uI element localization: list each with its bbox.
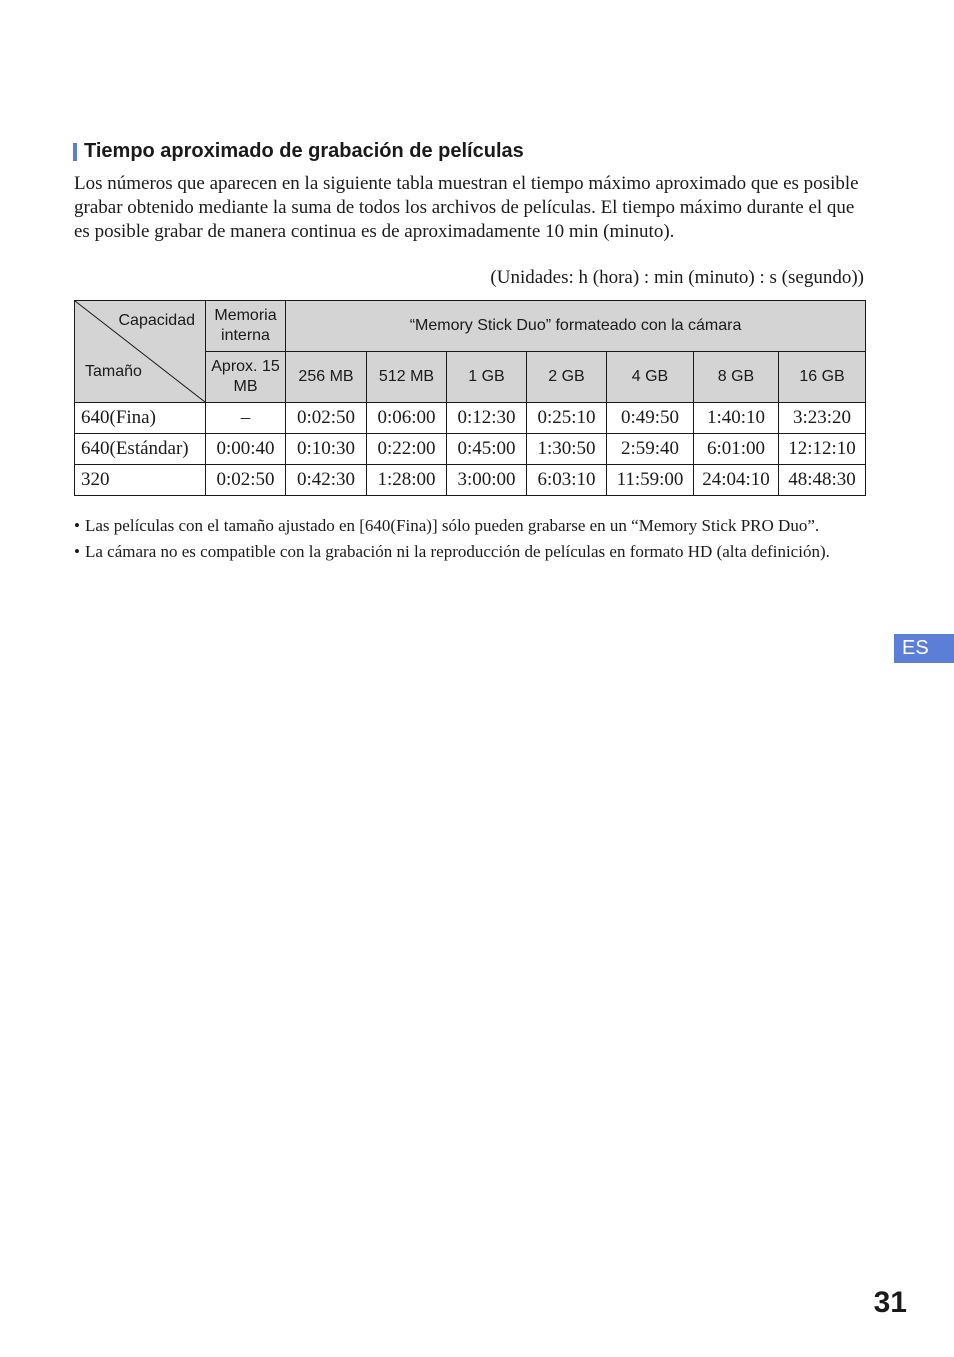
header-capacity: 512 MB (367, 352, 447, 403)
row-label: 320 (75, 465, 206, 496)
language-tab: ES (894, 634, 954, 663)
note-item: • La cámara no es compatible con la grabación ni la reproducción de películas en formato HD (alta definición). (74, 541, 854, 563)
header-memory-stick-group: “Memory Stick Duo” formateado con la cámara (286, 301, 866, 352)
table-cell: 11:59:00 (607, 465, 694, 496)
table-cell: 12:12:10 (779, 434, 866, 465)
row-label: 640(Fina) (75, 403, 206, 434)
table-cell: 0:02:50 (206, 465, 286, 496)
section-heading (73, 140, 524, 163)
table-cell: 2:59:40 (607, 434, 694, 465)
header-internal-capacity: Aprox. 15 MB (206, 352, 286, 403)
table-cell: 0:49:50 (607, 403, 694, 434)
table-cell: 3:23:20 (779, 403, 866, 434)
table-cell: 0:00:40 (206, 434, 286, 465)
table-cell: 48:48:30 (779, 465, 866, 496)
intro-paragraph: Los números que aparecen en la siguiente tabla muestran el tiempo máximo aproximado que es posible grabar obtenido mediante la suma de todos los archivos de películas. El tiempo máximo durante el que es posible grabar de manera continua es de aproximadamente 10 min (minuto). (74, 173, 859, 242)
table-cell: 6:03:10 (527, 465, 607, 496)
header-capacity: 256 MB (286, 352, 367, 403)
notes-list (74, 515, 854, 567)
row-label: 640(Estándar) (75, 434, 206, 465)
table-cell: 0:42:30 (286, 465, 367, 496)
table-row (75, 434, 866, 465)
corner-capacity-label: Capacidad (118, 312, 195, 329)
table-corner-cell (75, 301, 206, 403)
corner-size-label: Tamaño (85, 363, 142, 380)
table-cell: 0:02:50 (286, 403, 367, 434)
table-cell: 6:01:00 (694, 434, 779, 465)
table-cell: 3:00:00 (447, 465, 527, 496)
header-capacity: 2 GB (527, 352, 607, 403)
table-cell: 0:06:00 (367, 403, 447, 434)
header-capacity: 4 GB (607, 352, 694, 403)
section-title: Tiempo aproximado de grabación de películas (84, 140, 524, 162)
table-cell: 0:22:00 (367, 434, 447, 465)
recording-time-table (74, 300, 866, 496)
table-cell: – (206, 403, 286, 434)
header-capacity: 1 GB (447, 352, 527, 403)
header-capacity: 8 GB (694, 352, 779, 403)
note-item: • Las películas con el tamaño ajustado en [640(Fina)] sólo pueden grabarse en un “Memory Stick PRO Duo”. (74, 515, 854, 537)
table-cell: 24:04:10 (694, 465, 779, 496)
table-cell: 1:40:10 (694, 403, 779, 434)
table-cell: 0:12:30 (447, 403, 527, 434)
table-cell: 1:30:50 (527, 434, 607, 465)
header-internal-memory: Memoria interna (206, 301, 286, 352)
heading-accent-bar (73, 143, 77, 161)
table-cell: 1:28:00 (367, 465, 447, 496)
units-note: (Unidades: h (hora) : min (minuto) : s (segundo)) (490, 267, 864, 288)
table-cell: 0:45:00 (447, 434, 527, 465)
table-cell: 0:10:30 (286, 434, 367, 465)
header-capacity: 16 GB (779, 352, 866, 403)
table-row (75, 465, 866, 496)
page-number: 31 (873, 1286, 907, 1319)
table-cell: 0:25:10 (527, 403, 607, 434)
table-row (75, 403, 866, 434)
